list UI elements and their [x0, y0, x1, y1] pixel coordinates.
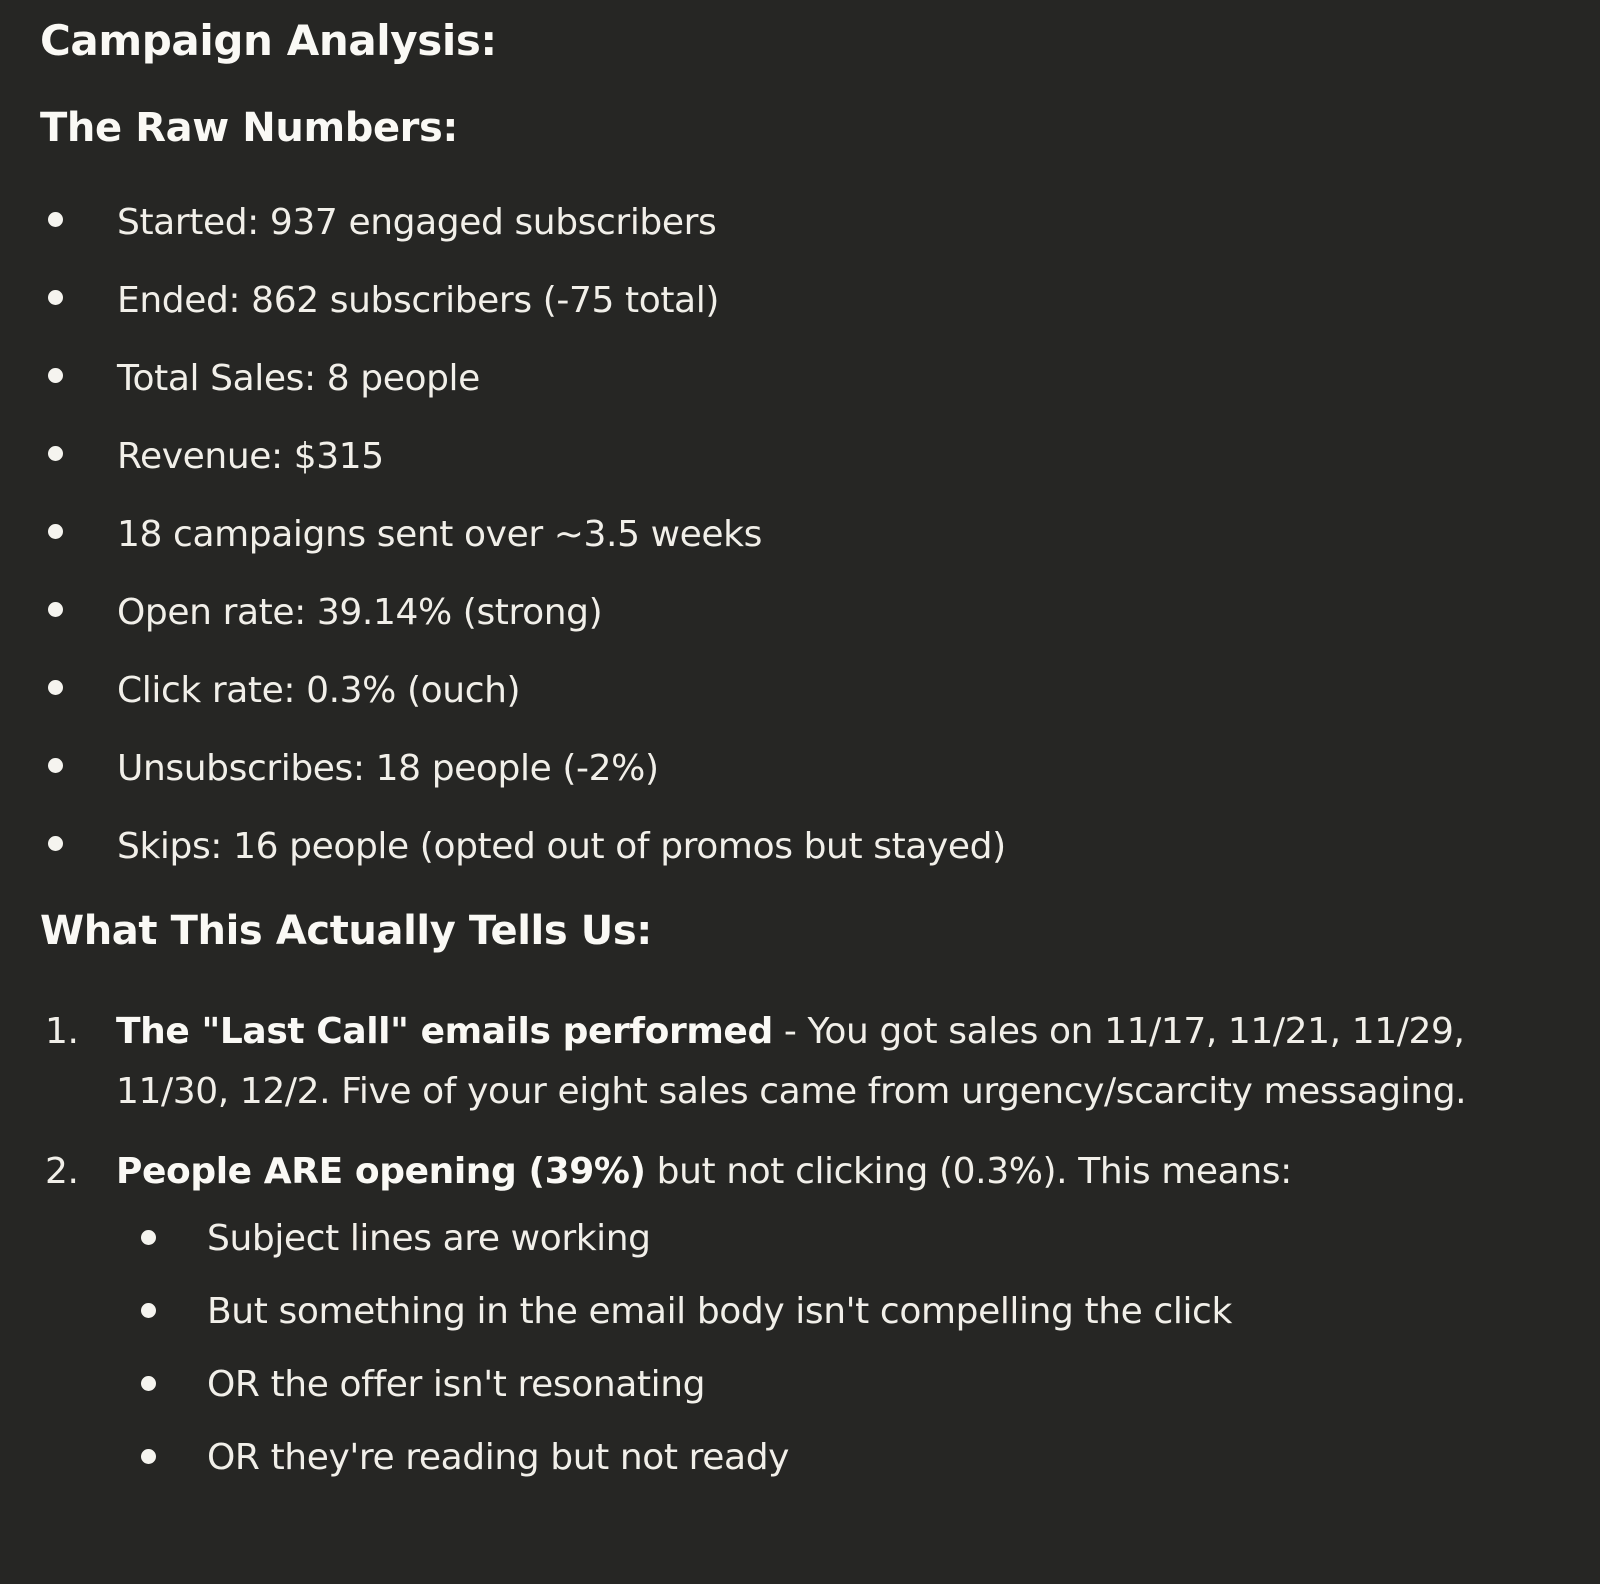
bullet-icon	[48, 446, 63, 461]
list-item	[40, 433, 1552, 481]
sub-list-item	[116, 1288, 1536, 1336]
list-item	[40, 745, 1552, 793]
insight-text-block	[116, 1142, 1536, 1507]
insight-item	[40, 1002, 1552, 1122]
bullet-icon	[48, 290, 63, 305]
list-item	[40, 355, 1552, 403]
insights-list	[40, 1002, 1552, 1507]
bullet-icon	[48, 524, 63, 539]
bullet-icon	[48, 836, 63, 851]
bullet-icon	[141, 1376, 156, 1391]
list-item-text: 18 campaigns sent over ~3.5 weeks	[117, 514, 762, 555]
list-item	[40, 589, 1552, 637]
insight-lead-text: The "Last Call" emails performed	[116, 1011, 773, 1052]
insights-heading: What This Actually Tells Us:	[40, 908, 652, 954]
insight-text: - You got sales on 11/17, 11/21, 11/29, 11/30, 12/2. Five of your eight sales came from urgency/scarcity messaging.	[116, 1011, 1467, 1112]
list-item-text: Open rate: 39.14% (strong)	[117, 592, 603, 633]
insight-item	[40, 1142, 1552, 1507]
page-title: Campaign Analysis:	[40, 16, 497, 65]
campaign-analysis-document	[40, 17, 1552, 1507]
sub-list-item-text: But something in the email body isn't compelling the click	[207, 1291, 1232, 1332]
insight-sub-list	[116, 1215, 1536, 1482]
bullet-icon	[141, 1230, 156, 1245]
insight-text-block	[116, 1002, 1536, 1122]
sub-list-item-text: Subject lines are working	[207, 1218, 651, 1259]
list-item-text: Total Sales: 8 people	[117, 358, 480, 399]
list-item	[40, 823, 1552, 871]
list-item	[40, 511, 1552, 559]
bullet-icon	[48, 368, 63, 383]
sub-list-item-text: OR the offer isn't resonating	[207, 1364, 706, 1405]
bullet-icon	[48, 758, 63, 773]
list-item-text: Click rate: 0.3% (ouch)	[117, 670, 521, 711]
sub-list-item	[116, 1434, 1536, 1482]
list-item	[40, 199, 1552, 247]
sub-list-item-text: OR they're reading but not ready	[207, 1437, 790, 1478]
bullet-icon	[141, 1449, 156, 1464]
list-item-text: Unsubscribes: 18 people (-2%)	[117, 748, 659, 789]
list-item-text: Revenue: $315	[117, 436, 384, 477]
list-item	[40, 667, 1552, 715]
list-item-text: Started: 937 engaged subscribers	[117, 202, 717, 243]
bullet-icon	[48, 212, 63, 227]
insight-text: but not clicking (0.3%). This means:	[645, 1151, 1292, 1192]
list-item-text: Skips: 16 people (opted out of promos but stayed)	[117, 826, 1006, 867]
bullet-icon	[48, 602, 63, 617]
list-item-text: Ended: 862 subscribers (-75 total)	[117, 280, 719, 321]
insight-number: 1.	[45, 1011, 79, 1052]
insight-number: 2.	[45, 1151, 79, 1192]
bullet-icon	[48, 680, 63, 695]
raw-numbers-heading: The Raw Numbers:	[40, 105, 459, 151]
raw-numbers-list	[40, 199, 1552, 871]
sub-list-item	[116, 1215, 1536, 1263]
insight-lead-text: People ARE opening (39%)	[116, 1151, 646, 1192]
list-item	[40, 277, 1552, 325]
bullet-icon	[141, 1303, 156, 1318]
sub-list-item	[116, 1361, 1536, 1409]
